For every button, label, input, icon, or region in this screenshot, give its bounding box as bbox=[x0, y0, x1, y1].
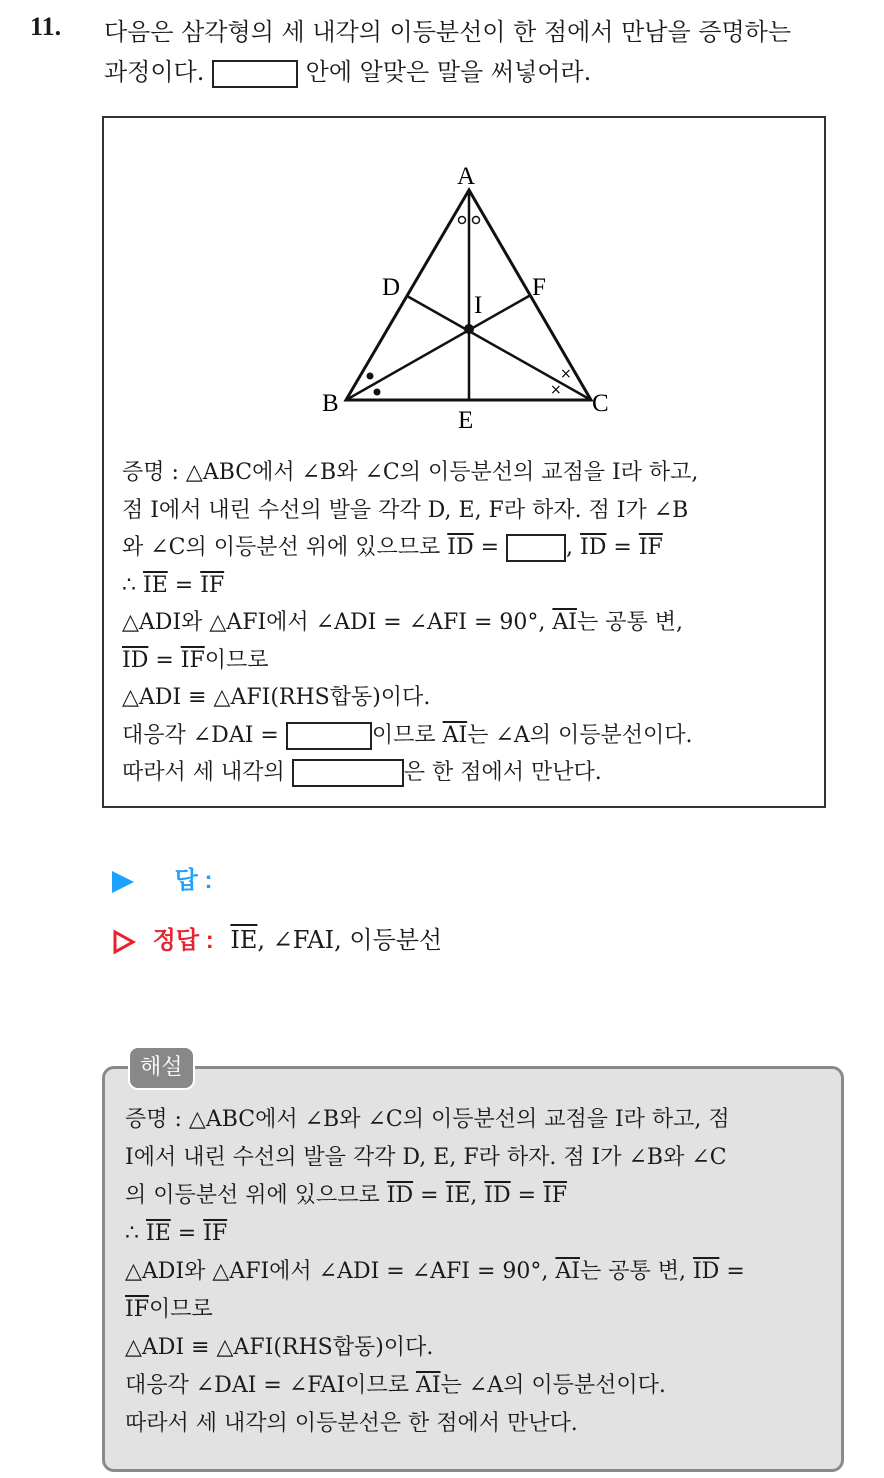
solution-line-8-pre: 대응각 ∠DAI = ∠FAI이므로 bbox=[125, 1373, 409, 1398]
proof-line-2: 점 I에서 내린 수선의 발을 각각 D, E, F라 하자. 점 I가 ∠B bbox=[122, 497, 689, 523]
question-line-2 bbox=[104, 52, 864, 92]
solution-line-2: I에서 내린 수선의 발을 각각 D, E, F라 하자. 점 I가 ∠B와 ∠C bbox=[125, 1145, 727, 1170]
segment-ie: $\overline{IE}$ bbox=[143, 572, 168, 598]
correct-answer-ie: $\overline{IE}$ bbox=[230, 926, 258, 954]
solution-line-8 bbox=[125, 1367, 830, 1405]
proof-line-9-post: 은 한 점에서 만난다. bbox=[403, 760, 602, 785]
triangle-figure bbox=[314, 138, 634, 434]
question-text bbox=[104, 12, 864, 92]
solution-line-9: 따라서 세 내각의 이등분선은 한 점에서 만난다. bbox=[125, 1411, 578, 1436]
segment-ai: $\overline{AI}$ bbox=[415, 1373, 441, 1398]
blank-box-3 bbox=[292, 759, 404, 787]
proof-line-4 bbox=[122, 567, 812, 605]
eq-sign: = bbox=[420, 1183, 439, 1208]
proof-line-9-pre: 따라서 세 내각의 bbox=[122, 760, 285, 785]
eq-sign: = bbox=[726, 1259, 745, 1284]
proof-line-1: 증명 : △ABC에서 ∠B와 ∠C의 이등분선의 교점을 I라 하고, bbox=[122, 460, 699, 485]
angle-mark-a-right bbox=[473, 217, 480, 224]
solution-tag: 해설 bbox=[128, 1046, 195, 1090]
solution-text bbox=[125, 1101, 830, 1443]
solution-line-3 bbox=[125, 1177, 830, 1215]
segment-id: $\overline{ID}$ bbox=[692, 1259, 720, 1284]
incenter-point bbox=[464, 324, 474, 334]
segment-id: $\overline{ID}$ bbox=[447, 535, 474, 560]
outline-arrow-icon bbox=[112, 929, 136, 955]
segment-if: $\overline{IF}$ bbox=[180, 647, 205, 673]
therefore-sign: ∴ bbox=[122, 572, 136, 598]
label-b: B bbox=[322, 390, 339, 417]
blank-box-2 bbox=[286, 722, 372, 750]
segment-ai: $\overline{AI}$ bbox=[552, 610, 577, 635]
segment-id: $\overline{ID}$ bbox=[122, 647, 149, 673]
label-a: A bbox=[457, 163, 476, 190]
problem-box bbox=[102, 116, 826, 808]
eq-sign: = bbox=[517, 1183, 537, 1208]
question-line-2-pre: 과정이다. bbox=[104, 58, 205, 86]
eq-sign: = bbox=[613, 535, 632, 560]
solution-line-1: 증명 : △ABC에서 ∠B와 ∠C의 이등분선의 교점을 I라 하고, 점 bbox=[125, 1107, 730, 1132]
proof-line-8-mid: 이므로 bbox=[371, 722, 436, 748]
answer-label: 답 : bbox=[174, 867, 213, 894]
segment-if: $\overline{IF}$ bbox=[203, 1221, 228, 1246]
question-number: 11. bbox=[30, 12, 62, 41]
label-e: E bbox=[458, 407, 474, 434]
segment-if: $\overline{IF}$ bbox=[125, 1297, 149, 1322]
proof-line-8-pre: 대응각 ∠DAI = bbox=[122, 722, 279, 748]
solution-line-5 bbox=[125, 1253, 830, 1291]
segment-id: $\overline{ID}$ bbox=[386, 1183, 414, 1208]
label-f: F bbox=[532, 274, 546, 301]
label-d: D bbox=[382, 274, 401, 301]
angle-mark-b-lower bbox=[374, 389, 381, 396]
proof-line-3 bbox=[122, 529, 812, 567]
solution-line-3-pre: 의 이등분선 위에 있으므로 bbox=[125, 1183, 380, 1208]
eq-sign: = bbox=[177, 1221, 197, 1246]
comma: , bbox=[470, 1183, 478, 1208]
bisector-b bbox=[346, 296, 529, 400]
solution-line-6-post: 이므로 bbox=[148, 1297, 213, 1322]
segment-id: $\overline{ID}$ bbox=[484, 1183, 511, 1208]
proof-line-8-post: 는 ∠A의 이등분선이다. bbox=[467, 722, 693, 748]
bisector-c bbox=[407, 296, 591, 400]
solution-line-5-pre: △ADI와 △AFI에서 ∠ADI = ∠AFI = 90°, bbox=[125, 1259, 549, 1284]
proof-line-9 bbox=[122, 754, 812, 792]
segment-ai: $\overline{AI}$ bbox=[442, 722, 468, 748]
segment-id: $\overline{ID}$ bbox=[580, 535, 607, 560]
angle-mark-c-lower: × bbox=[550, 382, 562, 398]
eq-sign: = bbox=[480, 535, 500, 560]
segment-ai: $\overline{AI}$ bbox=[555, 1259, 580, 1284]
proof-line-6 bbox=[122, 642, 812, 680]
angle-mark-b-upper bbox=[367, 373, 374, 380]
correct-answer-value bbox=[230, 926, 442, 954]
correct-answer-label: 정답 : bbox=[152, 927, 214, 954]
proof-line-3-pre: 와 ∠C의 이등분선 위에 있으므로 bbox=[122, 535, 441, 560]
segment-if: $\overline{IF}$ bbox=[200, 572, 225, 598]
solution-line-5-post: 는 공통 변, bbox=[579, 1259, 686, 1284]
question-line-2-post: 안에 알맞은 말을 써넣어라. bbox=[305, 58, 592, 86]
question-line-1: 다음은 삼각형의 세 내각의 이등분선이 한 점에서 만남을 증명하는 bbox=[104, 18, 791, 46]
proof-line-5 bbox=[122, 604, 812, 642]
eq-sign: = bbox=[155, 647, 174, 673]
proof-line-7: △ADI ≡ △AFI(RHS합동)이다. bbox=[122, 685, 431, 710]
label-c: C bbox=[592, 390, 609, 417]
comma: , bbox=[566, 535, 574, 560]
proof-line-5-pre: △ADI와 △AFI에서 ∠ADI = ∠AFI = 90°, bbox=[122, 610, 546, 635]
proof-line-8 bbox=[122, 717, 812, 755]
solution-box bbox=[102, 1066, 844, 1472]
question-blank-box bbox=[212, 60, 298, 88]
solution-line-6 bbox=[125, 1291, 830, 1329]
proof-line-6-post: 이므로 bbox=[204, 647, 269, 673]
therefore-sign: ∴ bbox=[125, 1221, 139, 1246]
correct-answer-row bbox=[112, 920, 442, 955]
eq-sign: = bbox=[174, 572, 194, 598]
blank-box-1 bbox=[506, 534, 566, 562]
correct-answer-rest: , ∠FAI, 이등분선 bbox=[257, 926, 443, 954]
segment-if: $\overline{IF}$ bbox=[638, 535, 663, 560]
solution-line-7: △ADI ≡ △AFI(RHS합동)이다. bbox=[125, 1335, 434, 1360]
segment-if: $\overline{IF}$ bbox=[543, 1183, 568, 1208]
proof-text bbox=[122, 454, 812, 792]
play-arrow-icon bbox=[112, 871, 134, 893]
solution-line-4 bbox=[125, 1215, 830, 1253]
segment-ie: $\overline{IE}$ bbox=[146, 1221, 171, 1246]
angle-mark-a-left bbox=[459, 217, 466, 224]
answer-row bbox=[112, 860, 213, 895]
segment-ie: $\overline{IE}$ bbox=[445, 1183, 471, 1208]
proof-line-5-post: 는 공통 변, bbox=[576, 610, 683, 635]
label-i: I bbox=[474, 292, 483, 319]
solution-line-8-post: 는 ∠A의 이등분선이다. bbox=[440, 1373, 666, 1398]
angle-mark-c-upper: × bbox=[560, 366, 572, 382]
